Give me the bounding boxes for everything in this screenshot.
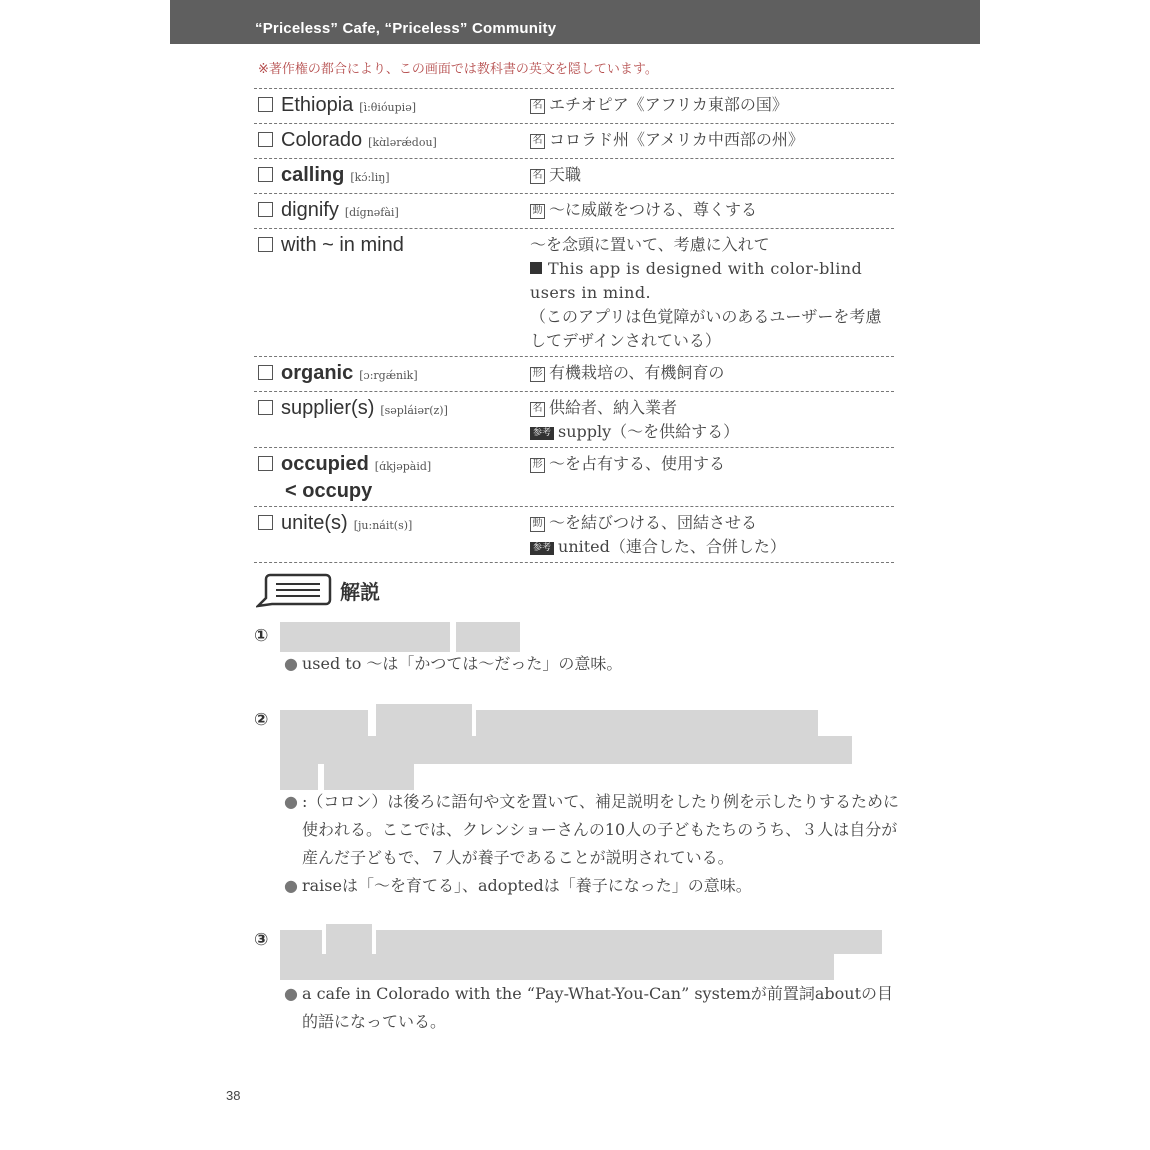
hidden-text-block bbox=[376, 930, 882, 954]
explanation-label: 解説 bbox=[340, 579, 380, 604]
vocab-term: occupied bbox=[281, 453, 369, 475]
vocab-pronunciation: [kɑ̀lərǽdou] bbox=[368, 136, 437, 149]
vocab-meaning: 有機栽培の、有機飼育の bbox=[549, 363, 725, 382]
part-of-speech: 形 bbox=[530, 458, 545, 473]
part-of-speech: 形 bbox=[530, 367, 545, 382]
related-word: united（連合した、合併した） bbox=[558, 537, 786, 556]
speech-bubble-icon bbox=[256, 572, 332, 608]
vocab-subterm: < occupy bbox=[285, 480, 373, 502]
vocab-term: Colorado bbox=[281, 129, 363, 151]
checkbox[interactable] bbox=[258, 132, 273, 147]
part-of-speech: 動 bbox=[530, 204, 545, 219]
vocab-pronunciation: [səpláiər(z)] bbox=[380, 404, 448, 417]
explanation-note: ● a cafe in Colorado with the “Pay-What-You-Can” systemが前置詞aboutの目的語になっている。 bbox=[284, 984, 894, 1031]
vocab-row-occupied bbox=[254, 448, 894, 507]
example-icon bbox=[530, 262, 542, 274]
vocab-term: unite(s) bbox=[281, 512, 348, 534]
vocab-meaning: 〜を結びつける、団結させる bbox=[549, 513, 758, 532]
vocab-meaning: 〜に威厳をつける、尊くする bbox=[549, 200, 758, 219]
checkbox[interactable] bbox=[258, 456, 273, 471]
hidden-text-block bbox=[324, 764, 414, 790]
vocab-pronunciation: [dígnəfài] bbox=[344, 206, 399, 219]
vocab-row-calling bbox=[254, 159, 894, 194]
reference-tag: 参考 bbox=[530, 542, 554, 555]
hidden-text-block bbox=[476, 710, 818, 738]
vocab-meaning: エチオピア《アフリカ東部の国》 bbox=[549, 95, 788, 114]
explanation-heading bbox=[256, 572, 380, 608]
checkbox[interactable] bbox=[258, 167, 273, 182]
checkbox[interactable] bbox=[258, 515, 273, 530]
section-number: ② bbox=[254, 710, 269, 730]
related-word: supply（〜を供給する） bbox=[558, 422, 740, 441]
vocab-term: calling bbox=[281, 164, 345, 186]
section-number: ① bbox=[254, 626, 269, 646]
hidden-text-block bbox=[280, 736, 852, 764]
checkbox[interactable] bbox=[258, 97, 273, 112]
vocab-pronunciation: [ɔ:rgǽnik] bbox=[359, 369, 418, 382]
hidden-text-block bbox=[280, 930, 322, 954]
hidden-text-block bbox=[326, 924, 372, 954]
vocabulary-list bbox=[254, 88, 894, 563]
copyright-notice: ※著作権の都合により、この画面では教科書の英文を隠しています。 bbox=[258, 62, 658, 77]
vocab-term: dignify bbox=[281, 199, 339, 221]
vocab-term: organic bbox=[281, 362, 354, 384]
hidden-text-block bbox=[376, 704, 472, 738]
vocab-pronunciation: [ì:θióupiə] bbox=[359, 101, 417, 114]
vocab-row-supplier bbox=[254, 392, 894, 448]
vocab-pronunciation: [ɑ́kjəpàid] bbox=[374, 460, 432, 473]
checkbox[interactable] bbox=[258, 202, 273, 217]
hidden-text-block bbox=[280, 622, 450, 652]
checkbox[interactable] bbox=[258, 400, 273, 415]
vocab-meaning: 〜を占有する、使用する bbox=[549, 454, 726, 473]
part-of-speech: 名 bbox=[530, 169, 545, 184]
example-japanese: （このアプリは色覚障がいのあるユーザーを考慮してデザインされている） bbox=[530, 307, 882, 350]
section-number: ③ bbox=[254, 930, 269, 950]
explanation-note: ● used to 〜は「かつては〜だった」の意味。 bbox=[284, 654, 623, 673]
vocab-term: with ~ in mind bbox=[281, 234, 404, 256]
vocab-row-unite bbox=[254, 507, 894, 563]
part-of-speech: 名 bbox=[530, 402, 545, 417]
vocab-row-with-in-mind bbox=[254, 229, 894, 357]
vocab-meaning: 天職 bbox=[549, 165, 582, 184]
part-of-speech: 名 bbox=[530, 99, 545, 114]
vocab-row-colorado bbox=[254, 124, 894, 159]
checkbox[interactable] bbox=[258, 365, 273, 380]
vocab-meaning: 〜を念頭に置いて、考慮に入れて bbox=[530, 235, 770, 254]
example-english: This app is designed with color-blind users in mind. bbox=[530, 259, 863, 302]
vocab-pronunciation: [ju:náit(s)] bbox=[353, 519, 413, 532]
part-of-speech: 動 bbox=[530, 517, 545, 532]
vocab-row-organic bbox=[254, 357, 894, 392]
vocab-row-dignify bbox=[254, 194, 894, 229]
checkbox[interactable] bbox=[258, 237, 273, 252]
part-of-speech: 名 bbox=[530, 134, 545, 149]
hidden-text-block bbox=[456, 622, 520, 652]
page-number: 38 bbox=[226, 1088, 241, 1103]
header-title: “Priceless” Cafe, “Priceless” Community bbox=[255, 20, 557, 37]
hidden-text-block bbox=[280, 954, 834, 980]
hidden-text-block bbox=[280, 764, 318, 790]
page-header bbox=[170, 0, 980, 44]
vocab-meaning: コロラド州《アメリカ中西部の州》 bbox=[549, 130, 804, 149]
vocab-term: supplier(s) bbox=[281, 397, 375, 419]
explanation-note: ● :（コロン）は後ろに語句や文を置いて、補足説明をしたり例を示したりするために使われる。ここでは、クレンショーさんの10人の子どもたちのうち、３人は自分が産んだ子どもで、７人が養子であることが説明されている。 ● raiseは「〜を育てる」、adoptedは「養子になった」の意味。 bbox=[284, 792, 900, 895]
vocab-row-ethiopia bbox=[254, 89, 894, 124]
hidden-text-block bbox=[280, 710, 368, 738]
vocab-pronunciation: [kɔ́:liŋ] bbox=[350, 171, 390, 184]
vocab-term: Ethiopia bbox=[281, 94, 354, 116]
reference-tag: 参考 bbox=[530, 427, 554, 440]
vocab-meaning: 供給者、納入業者 bbox=[549, 398, 678, 417]
